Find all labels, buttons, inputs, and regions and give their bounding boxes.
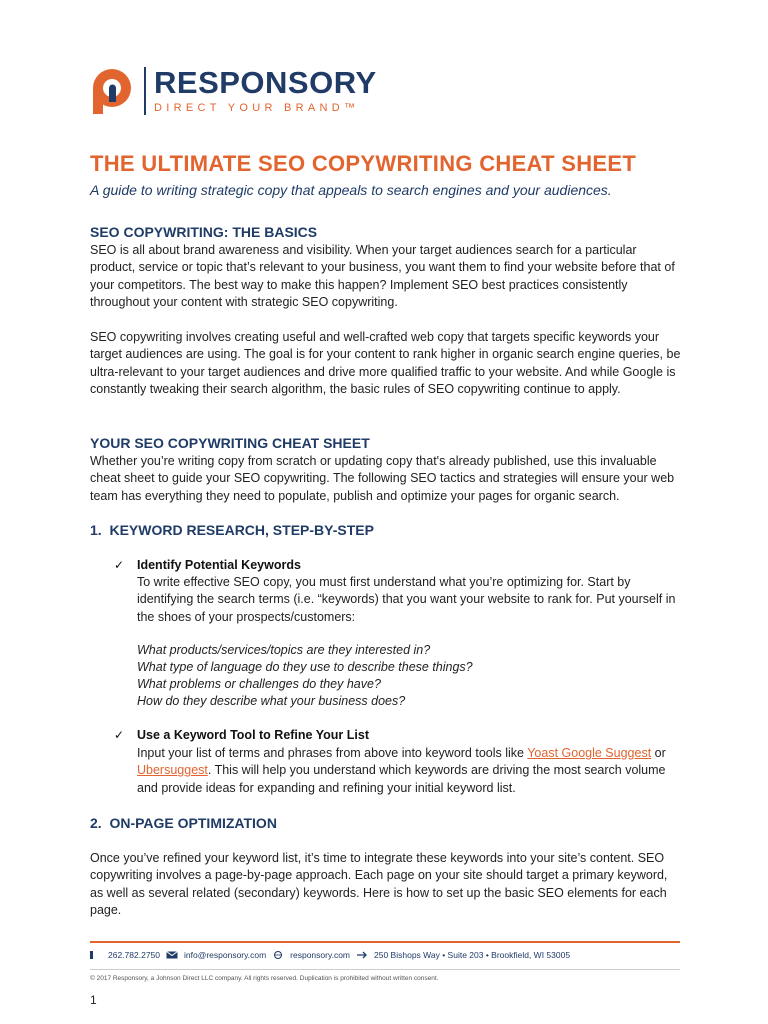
footer-thin-divider bbox=[90, 969, 680, 970]
item-identify-keywords-body: To write effective SEO copy, you must first understand what you’re optimizing for. Start by identifying the search terms (i.e. “keywords) that you want your website to rank for. Put yourself in the shoes of your prospects/customers: bbox=[137, 575, 676, 624]
heading-keyword-research: 1. KEYWORD RESEARCH, STEP-BY-STEP bbox=[90, 522, 374, 538]
checkmark-icon: ✓ bbox=[114, 558, 125, 572]
footer-contact bbox=[90, 950, 570, 960]
heading-basics: SEO COPYWRITING: THE BASICS bbox=[90, 224, 318, 240]
checkmark-icon: ✓ bbox=[114, 728, 125, 742]
brand-name: RESPONSORY bbox=[154, 65, 377, 100]
footer-website: responsory.com bbox=[290, 950, 351, 960]
heading-cheat-sheet: YOUR SEO COPYWRITING CHEAT SHEET bbox=[90, 435, 370, 451]
arrow-icon bbox=[356, 951, 368, 959]
footer-divider bbox=[90, 941, 680, 943]
logo-wordmark bbox=[144, 67, 377, 115]
on-page-paragraph: Once you’ve refined your keyword list, it’s time to integrate these keywords into your site’s content. SEO copywriting involves a page-by-page approach. Each page on your site should target a primary keyword, as well as several related (secondary) keywords. Here is how to set up the basic SEO elements for each page. bbox=[90, 851, 668, 918]
footer-email: info@responsory.com bbox=[184, 950, 267, 960]
footer-copyright: © 2017 Responsory, a Johnson Direct LLC company. All rights reserved. Duplication is prohibited without written consent. bbox=[90, 975, 439, 982]
basics-paragraph-1: SEO is all about brand awareness and visibility. When your target audiences search for a particular product, service or topic that’s relevant to your business, you want them to find your website before that of your competitors. The best way to make this happen? Implement SEO best practices consistently throughout your content with strategic SEO copywriting. bbox=[90, 243, 675, 310]
body-text: or bbox=[651, 746, 666, 760]
web-icon bbox=[272, 951, 284, 959]
question-item: What problems or challenges do they have? bbox=[137, 677, 381, 691]
ubersuggest-link[interactable]: Ubersuggest bbox=[137, 763, 208, 778]
item-identify-keywords-title: Identify Potential Keywords bbox=[137, 558, 301, 572]
item-keyword-tool-body bbox=[137, 745, 682, 797]
yoast-google-suggest-link[interactable]: Yoast Google Suggest bbox=[527, 746, 652, 760]
document-subtitle: A guide to writing strategic copy that appeals to search engines and your audiences. bbox=[90, 182, 612, 198]
phone-icon bbox=[90, 951, 102, 959]
body-text: Input your list of terms and phrases from above into keyword tools like bbox=[137, 746, 528, 760]
question-item: What type of language do they use to describe these things? bbox=[137, 660, 473, 674]
footer-phone: 262.782.2750 bbox=[108, 950, 160, 960]
basics-paragraph-2: SEO copywriting involves creating useful and well-crafted web copy that targets specific keywords your target audiences are using. The goal is for your content to rank higher in organic search engine queries, be ultra-relevant to your target audiences and drive more qualified traffic to your website. And while Google is constantly tweaking their search algorithm, the basic rules of SEO copywriting continue to apply. bbox=[90, 330, 681, 397]
brand-tagline: DIRECT YOUR BRAND™ bbox=[154, 102, 360, 114]
cheat-sheet-paragraph: Whether you’re writing copy from scratch or updating copy that's already published, use this invaluable cheat sheet to guide your SEO copywriting. The following SEO tactics and strategies will ensure your web team has everything they need to populate, publish and optimize your pages for organic search. bbox=[90, 454, 675, 503]
document-title: THE ULTIMATE SEO COPYWRITING CHEAT SHEET bbox=[90, 151, 637, 176]
responsory-logo-icon bbox=[90, 66, 134, 116]
brand-logo bbox=[90, 66, 377, 116]
body-text: . This will help you understand which keywords are driving the most search volume and provide ideas for expanding and refining your initial keyword list. bbox=[137, 763, 666, 795]
heading-on-page-optimization: 2. ON-PAGE OPTIMIZATION bbox=[90, 815, 277, 831]
question-item: How do they describe what your business does? bbox=[137, 694, 406, 708]
page-number: 1 bbox=[90, 993, 97, 1007]
footer-address: 250 Bishops Way • Suite 203 • Brookfield, WI 53005 bbox=[374, 950, 571, 960]
item-keyword-tool-title: Use a Keyword Tool to Refine Your List bbox=[137, 728, 369, 742]
email-icon bbox=[166, 951, 178, 959]
question-item: What products/services/topics are they interested in? bbox=[137, 643, 431, 657]
